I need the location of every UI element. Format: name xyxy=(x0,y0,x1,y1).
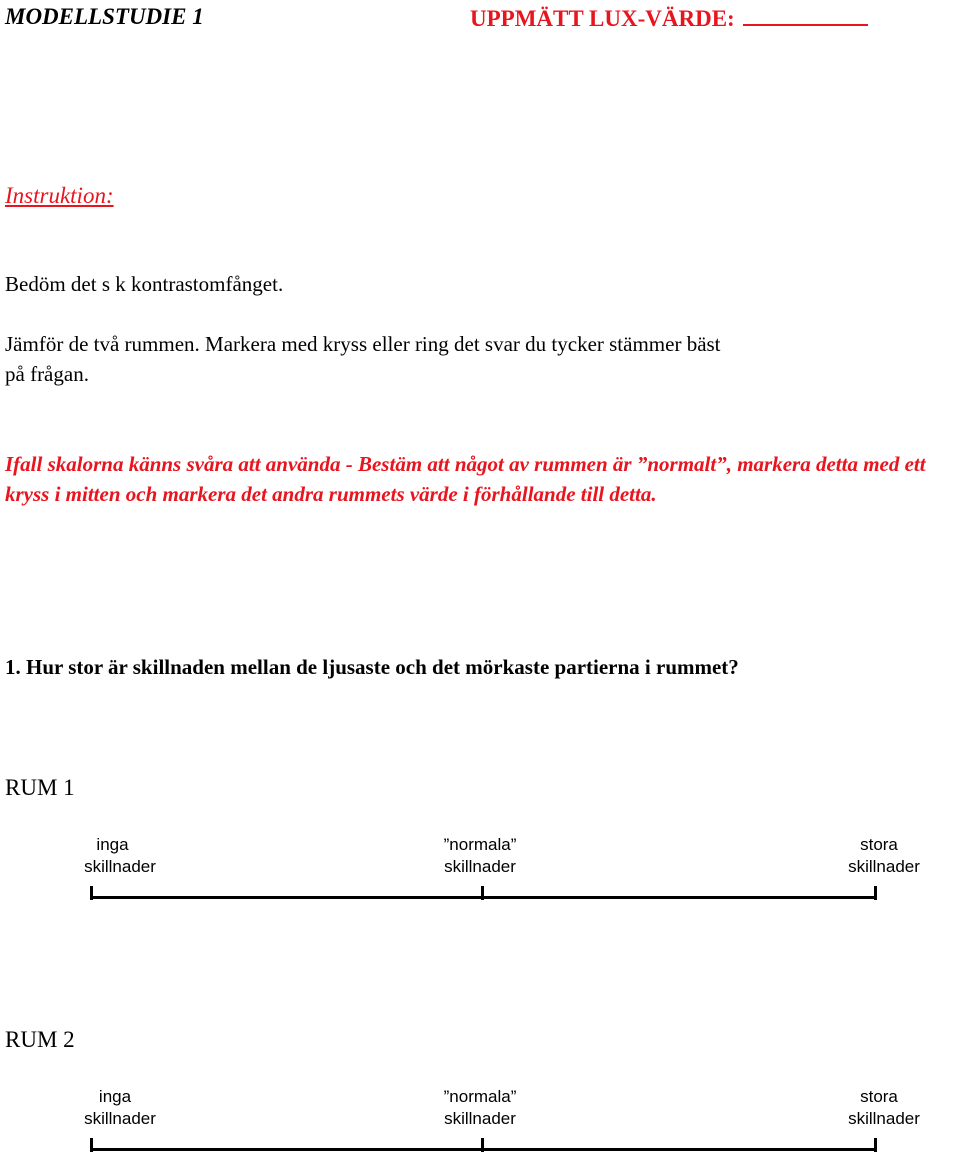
instruction-hint: Ifall skalorna känns svåra att använda - Bestäm att något av rummen är ”normalt”, markera detta med ett kryss i mitten och markera det andra rummets värde i förhållande till detta. xyxy=(5,452,926,506)
room-1-scale xyxy=(0,834,960,924)
scale-right-bottom: skillnader xyxy=(848,1109,920,1128)
scale-mid-top: ”normala” xyxy=(443,835,517,854)
scale-tick-right[interactable] xyxy=(874,886,877,900)
scale-left-top: inga xyxy=(98,1087,132,1106)
scale-tick-left[interactable] xyxy=(90,886,93,900)
scale-left-label xyxy=(70,1086,170,1130)
instruction-line-2: Jämför de två rummen. Markera med kryss eller ring det svar du tycker stämmer bäst xyxy=(5,332,721,356)
room-1-label: RUM 1 xyxy=(5,775,75,800)
scale-tick-mid[interactable] xyxy=(481,886,484,900)
scale-tick-mid[interactable] xyxy=(481,1138,484,1152)
scale-mid-label xyxy=(430,1086,530,1130)
scale-right-label xyxy=(834,834,934,878)
scale-mid-label xyxy=(430,834,530,878)
scale-mid-top: ”normala” xyxy=(443,1087,517,1106)
room-2-scale xyxy=(0,1086,960,1176)
lux-value-field xyxy=(470,4,868,32)
scale-right-label xyxy=(834,1086,934,1130)
question-1: 1. Hur stor är skillnaden mellan de ljusaste och det mörkaste partierna i rummet? xyxy=(5,655,739,679)
scale-left-bottom: skillnader xyxy=(84,1109,156,1128)
instruction-line-1: Bedöm det s k kontrastomfånget. xyxy=(5,272,284,296)
document-title: MODELLSTUDIE 1 xyxy=(5,4,204,29)
scale-right-top: stora xyxy=(860,835,898,854)
scale-right-bottom: skillnader xyxy=(848,857,920,876)
scale-left-top: inga xyxy=(96,835,129,854)
instruction-heading: Instruktion: xyxy=(5,183,114,208)
scale-mid-bottom: skillnader xyxy=(444,857,516,876)
scale-tick-left[interactable] xyxy=(90,1138,93,1152)
lux-value-label: UPPMÄTT LUX-VÄRDE: xyxy=(470,6,735,31)
scale-right-top: stora xyxy=(860,1087,898,1106)
scale-tick-right[interactable] xyxy=(874,1138,877,1152)
scale-left-bottom: skillnader xyxy=(84,857,156,876)
instruction-line-2-cont: på frågan. xyxy=(5,362,89,386)
lux-value-blank[interactable] xyxy=(743,4,868,26)
scale-mid-bottom: skillnader xyxy=(444,1109,516,1128)
room-2-label: RUM 2 xyxy=(5,1027,75,1052)
scale-left-label xyxy=(70,834,170,878)
